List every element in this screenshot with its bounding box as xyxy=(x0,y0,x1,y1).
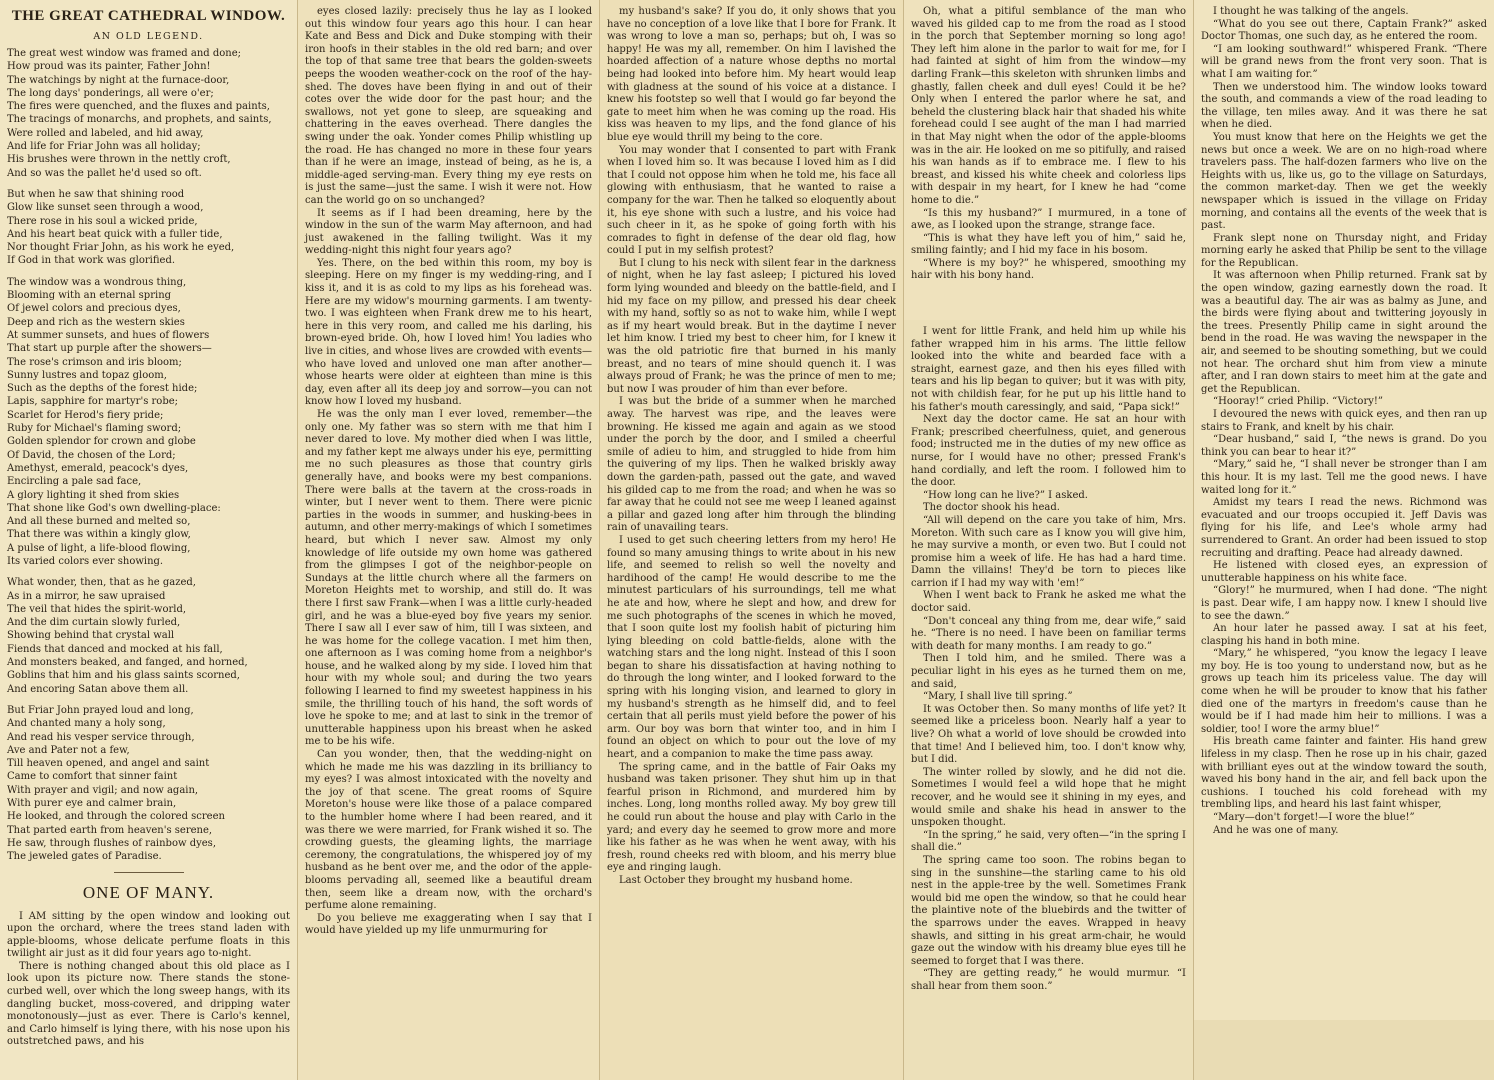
poem-line: The rose's crimson and iris bloom; xyxy=(7,356,182,368)
story-col4a xyxy=(911,6,1186,283)
paragraph: “I am looking southward!” whispered Frank. “There will be grand news from the front very soon. That is what I am waiting for.” xyxy=(1201,43,1487,80)
poem-line: Showing behind that crystal wall xyxy=(7,630,175,642)
paragraph: He listened with closed eyes, an expression of unutterable happiness on his white face. xyxy=(1201,560,1487,584)
poem-line: How proud was its painter, Father John! xyxy=(7,61,211,73)
paragraph: His breath came fainter and fainter. His hand grew lifeless in my clasp. Then he rose up in his chair, gazed with brilliant eyes out at the window toward the south, waved his bony hand in the air, and fell back upon the cushions. I touched his cold forehead with my trembling lips, and heard his last faint whisper, xyxy=(1201,736,1487,811)
poem-line: Of jewel colors and precious dyes, xyxy=(7,303,181,315)
poem-line: Of David, the chosen of the Lord; xyxy=(7,449,176,461)
poem-line: The watchings by night at the furnace-door, xyxy=(7,74,230,86)
poem-line: But Friar John prayed loud and long, xyxy=(7,704,194,716)
poem-line: That there was within a kingly glow, xyxy=(7,529,191,541)
poem-line: He looked, and through the colored screen xyxy=(7,811,225,823)
poem-line: The long days' ponderings, all were o'er; xyxy=(7,87,214,99)
poem-stanza xyxy=(7,276,290,569)
paragraph: “Glory!” he murmured, when I had done. “The night is past. Dear wife, I am happy now. I knew I should live to see the dawn.” xyxy=(1201,585,1487,622)
paragraph: “Don't conceal any thing from me, dear wife,” said he. “There is no need. I have been on familiar terms with death for many months. I am ready to go.” xyxy=(911,615,1186,652)
column-4-bottom xyxy=(904,320,1194,1080)
poem-line: Its varied colors ever showing. xyxy=(7,555,164,567)
poem-line: The window was a wondrous thing, xyxy=(7,276,187,288)
poem-line: Came to comfort that sinner faint xyxy=(7,771,178,783)
poem-line: Ave and Pater not a few, xyxy=(7,744,130,756)
poem-line: But when he saw that shining rood xyxy=(7,188,185,200)
poem-line: That parted earth from heaven's serene, xyxy=(7,824,213,836)
poem-line: That start up purple after the showers— xyxy=(7,343,212,355)
paragraph: “All will depend on the care you take of him, Mrs. Moreton. With such care as I know you will give him, he may survive a month, or even two. But I could not promise him a week of life. He has had a hard time. Damn the villains! They'd be torn to pieces like carrion if I had my way with 'em!” xyxy=(911,514,1186,589)
poem-line: Were rolled and labeled, and hid away, xyxy=(7,127,204,139)
paragraph: Next day the doctor came. He sat an hour with Frank; prescribed cheerfulness, quiet, and generous food; instructed me in the duties of my new office as nurse, for I would have no other; pressed Frank's hand cordially, and left the room. I followed him to the door. xyxy=(911,414,1186,489)
poem-line: Blooming with an eternal spring xyxy=(7,290,172,302)
paragraph: Do you believe me exaggerating when I say that I would have yielded up my life unmurmuring for xyxy=(305,912,592,937)
paragraph: I thought he was talking of the angels. xyxy=(1213,6,1409,17)
poem-line: And chanted many a holy song, xyxy=(7,718,166,730)
poem-line: And the dim curtain slowly furled, xyxy=(7,617,181,629)
column-2 xyxy=(298,0,600,1080)
paragraph: I AM sitting by the open window and looking out upon the orchard, where the trees stand laden with apple-blooms, whose delicate perfume floats in this twilight air just as it did four years ago to-night. xyxy=(7,910,290,960)
paragraph: But I clung to his neck with silent fear in the darkness of night, when he lay fast asleep; I pictured his loved form lying wounded and bleedy on the battle-field, and I hid my face on my pillow, and pressed his dear cheek with my hand, softly so as not to wake him, while I wept as if my heart would break. But in the daytime I never let him know. I tried my best to cheer him, for I knew it was the old patriotic fire that burned in his manly breast, and no tears of mine should quench it. I was always proud of Frank; he was the prince of men to me; but now I was prouder of him than ever before. xyxy=(607,257,896,395)
paragraph: Last October they brought my husband home. xyxy=(619,874,853,886)
story-col1 xyxy=(7,911,290,1050)
poem-line: Deep and rich as the western skies xyxy=(7,316,185,328)
poem-line: The jeweled gates of Paradise. xyxy=(7,851,162,863)
paragraph: “Mary, I shall live till spring.” xyxy=(923,691,1073,703)
paragraph: Frank slept none on Thursday night, and Friday morning early he asked that Philip be sent to the village for the Republican. xyxy=(1201,232,1487,269)
paragraph: Yes. There, on the bed within this room, my boy is sleeping. Here on my finger is my wedding-ring, and I kiss it, and it is as cold to my lips as his forehead was. Here are my widow's mourning garments. I am twenty-two. I was eighteen when Frank drew me to his heart, here in this very room, and called me his darling, his brown-eyed bride. Oh, how I loved him! You ladies who live in cities, and whose lives are crowded with events—who have loved and unloved one man after another—whose hearts were older at eighteen than mine is this day, even after all its deep joy and sorrow—you can not know how I loved my husband. xyxy=(305,257,592,408)
paragraph: I was but the bride of a summer when he marched away. The harvest was ripe, and the leaves were browning. He kissed me again and again as we stood under the porch by the door, and I smiled a cheerful smile of adieu to him, and struggled to hide from him the quivering of my lips. Then he walked briskly away down the garden-path, passed out the gate, and waved his gilded cap to me from the road; and when he was so far away that he could not see me weep I leaned against a pillar and gazed long after him through the blinding rain of unavailing tears. xyxy=(607,396,896,534)
column-4-top xyxy=(904,0,1194,320)
poem-line: Sunny lustres and topaz gloom, xyxy=(7,369,167,381)
poem-line: And monsters beaked, and fanged, and horned, xyxy=(7,657,248,669)
poem-line: As in a mirror, he saw upraised xyxy=(7,590,166,602)
poem-line: And read his vesper service through, xyxy=(7,731,195,743)
poem-line: At summer sunsets, and hues of flowers xyxy=(7,329,210,341)
paragraph: The spring came too soon. The robins began to sing in the sunshine—the starling came to his old nest in the apple-tree by the well. Sometimes Frank would bid me open the window, so that he could hear the plaintive note of the bluebirds and the twitter of the sparrows under the eaves. Wrapped in heavy shawls, and sitting in his great arm-chair, he would gaze out the window with his dreamy blue eyes till he seemed to forget that I was there. xyxy=(911,854,1186,967)
story-col5 xyxy=(1201,6,1487,837)
poem-line: A glory lighting it shed from skies xyxy=(7,489,180,501)
paragraph: The spring came, and in the battle of Fair Oaks my husband was taken prisoner. They shut him up in that fearful prison in Richmond, and murdered him by inches. Long, long months rolled away. My boy grew till he could run about the house and play with Carlo in the yard; and every day he seemed to grow more and more like his father as he was when he went away, with his fresh, round cheeks red with bloom, and his merry blue eye and ringing laugh. xyxy=(607,761,896,874)
paragraph: “In the spring,” he said, very often—“in the spring I shall die.” xyxy=(911,829,1186,854)
poem-line: Lapis, sapphire for martyr's robe; xyxy=(7,396,179,408)
paragraph: When I went back to Frank he asked me what the doctor said. xyxy=(911,590,1186,615)
story-col2 xyxy=(305,6,592,938)
poem-line: Golden splendor for crown and globe xyxy=(7,436,196,448)
paragraph: I used to get such cheering letters from my hero! He found so many amusing things to write about in his new life, and seemed to relish so well the novelty and hardihood of the camp! He would describe to me the minutest particulars of his surroundings, tell me what he ate and how, where he slept and how, and drew for me such photographs of the scenes in which he moved, that I soon quite lost my foolish habit of picturing him lying bleeding on cold battle-fields, alone with the watching stars and the long night. Instead of this I soon began to share his dissatisfaction at having nothing to do through the long winter, and I looked forward to the spring with his longing vision, and learned to glory in my husband's strength as he himself did, and to feel certain that all perils must yield before the power of his arm. Our boy was born that winter too, and in him I found an object on which to pour out the love of my heart, and a companion to make the time pass away. xyxy=(607,534,896,761)
paragraph: I went for little Frank, and held him up while his father wrapped him in his arms. The little fellow looked into the white and bearded face with a straight, earnest gaze, and then his eyes filled with tears and his lip began to quiver; but it was with pity, not with childish fear, for he put up his little hand to his father's mouth caressingly, and said, “Papa sick!” xyxy=(911,326,1186,413)
poem-line: The veil that hides the spirit-world, xyxy=(7,603,187,615)
paragraph: my husband's sake? If you do, it only shows that you have no conception of a love like that I bore for Frank. It was wrong to love a man so, perhaps; but oh, I was so happy! He was my all, remember. On him I lavished the hoarded affection of a nature whose depths no mortal being had looked into before him. My heart would leap with gladness at the sound of his voice at a distance. I knew his footstep so well that I would go far beyond the gate to meet him when he was coming up the road. His kiss was heaven to my lips, and the fond glance of his blue eye would thrill my being to the core. xyxy=(607,6,896,143)
poem-line: Glow like sunset seen through a wood, xyxy=(7,202,204,214)
poem-line: If God in that work was glorified. xyxy=(7,255,176,267)
paragraph: “Hooray!” cried Philip. “Victory!” xyxy=(1213,396,1384,408)
poem-line: And all these burned and melted so, xyxy=(7,516,191,528)
paragraph: “Where is my boy?” he whispered, smoothing my hair with his bony hand. xyxy=(911,257,1186,282)
column-5 xyxy=(1194,0,1494,1020)
poem-line: With purer eye and calmer brain, xyxy=(7,798,177,810)
poem-line: Encircling a pale sad face, xyxy=(7,476,142,488)
poem-stanza xyxy=(7,188,290,268)
column-1 xyxy=(0,0,298,1080)
paragraph: There is nothing changed about this old place as I look upon its picture now. There stands the stone-curbed well, over which the long sweep hangs, with its dangling bucket, moss-covered, and dripping water monotonously—just as ever. There is Carlo's kennel, and Carlo himself is lying there, with his nose upon his outstretched paws, and his xyxy=(7,960,290,1048)
paragraph: It was October then. So many months of life yet? It seemed like a priceless boon. Nearly half a year to live? Oh what a world of love should be crowded into that time! And I believed him, too. I don't know why, but I did. xyxy=(911,703,1186,766)
paragraph: An hour later he passed away. I sat at his feet, clasping his hand in both mine. xyxy=(1201,623,1487,647)
paragraph: eyes closed lazily: precisely thus he lay as I looked out this window four years ago this hour. I can hear Kate and Bess and Dick and Duke stomping with their iron hoofs in their stables in the old red barn; and over the top of that same tree that bears the golden-sweets peeps the wooden weather-cock on the roof of the hay-shed. The doves have been flying in and out of their cotes over the wide door for the past hour; and the swallows, not yet gone to sleep, are squeaking and chattering in the eaves overhead. There dangles the swing under the oak. Yonder comes Philip whistling up the road. He has changed no more in these four years than if he were an image, instead of being, as he is, a middle-aged serving-man. Every thing my eye rests on is just the same—just the same. I wish it were not. How can the world go on so unchanged? xyxy=(305,6,592,206)
page-margin xyxy=(1194,1020,1494,1080)
paragraph: The doctor shook his head. xyxy=(923,502,1060,514)
story-col3 xyxy=(607,6,896,888)
paragraph: Then we understood him. The window looks toward the south, and commands a view of the road leading to the village, ten miles away. And it was there he sat when he died. xyxy=(1201,81,1487,131)
paragraph: “This is what they have left you of him,” said he, smiling faintly; and I hid my face in his bosom. xyxy=(911,232,1186,257)
story-col4b xyxy=(911,326,1186,993)
poem-stanza xyxy=(7,47,290,180)
paragraph: He was the only man I ever loved, remember—the only one. My father was so stern with me that him I never dared to love. My mother died when I was little, and my father kept me always under his eye, permitting me no such pleasures as those that country girls generally have, and books were my best companions. There were balls at the tavern at the cross-roads in winter, but I never went to them. There were picnic parties in the woods in summer, and husking-bees in autumn, and other merry-makings of which I sometimes heard, but which I never saw. Almost my only knowledge of life outside my own home was gathered from the glimpses I got of the neighbor-people on Sundays at the little church where all the farmers on Moreton Heights met to worship, and still do. It was there I first saw Frank—when I was a little curly-headed girl, and he was a blue-eyed boy five years my senior. There I saw all I ever saw of him, till I was sixteen, and he was home for the college vacation. I met him then, one afternoon as I was coming home from a neighbor's house, and he walked along by my side. I loved him that hour with my whole soul; and during the two years following I learned to find my sweetest happiness in his smile, the thrilling touch of his hand, the soft words of love he spoke to me; and at last to sink in the tremor of unutterable happiness upon his breast when he asked me to be his wife. xyxy=(305,409,592,748)
paragraph: The winter rolled by slowly, and he did not die. Sometimes I would feel a wild hope that he might recover, and he would see it shining in my eyes, and would smile and shake his head in answer to the unspoken thought. xyxy=(911,766,1186,829)
paragraph: “Mary,” he whispered, “you know the legacy I leave my boy. He is too young to understand now, but as he grows up teach him its priceless value. The day will come when he will be prouder to know that his father died one of the martyrs in freedom's cause than he would be if I had made him heir to millions. I was a soldier, too! I wore the army blue!” xyxy=(1201,648,1487,735)
paragraph: Oh, what a pitiful semblance of the man who waved his gilded cap to me from the road as I stood in the porch that September morning so long ago! They left him alone in the parlor to wait for me, for I had fainted at sight of him from the window—my darling Frank—this skeleton with shrunken limbs and ghastly, fallen cheek and dull eyes! Could it be he? Only when I entered the parlor where he sat, and beheld the clustering black hair that shaded his white forehead could I see aught of the man I had married in that May night when the odor of the apple-blooms was in the air. He looked on me so pitifully, and raised his wan hands as if to embrace me. I flew to his breast, and kissed his white cheek and colorless lips with despair in my heart, for I knew he had “come home to die.” xyxy=(911,6,1186,206)
paragraph: It was afternoon when Philip returned. Frank sat by the open window, gazing earnestly down the road. It was a beautiful day. The air was as balmy as June, and the birds were flying about and twittering joyously in the trees. Presently Philip came in sight around the bend in the road. He was waving the newspaper in the air, and seemed to be shouting something, but we could not hear. The orchard shut him from view a minute after, and I ran down stairs to meet him at the gate and get the Republican. xyxy=(1201,270,1487,395)
paragraph: “Mary—don't forget!—I wore the blue!” xyxy=(1213,812,1415,823)
poem-line: With prayer and vigil; and now again, xyxy=(7,784,199,796)
poem-line: There rose in his soul a wicked pride, xyxy=(7,215,198,227)
poem-line: What wonder, then, that as he gazed, xyxy=(7,577,196,589)
paragraph: Amidst my tears I read the news. Richmond was evacuated and our troops occupied it. Jeff Davis was flying for his life, and Lee's whole army had surrendered to Grant. An order had been issued to stop recruiting and drafting. Peace had already dawned. xyxy=(1201,497,1487,559)
poem-line: The tracings of monarchs, and prophets, and saints, xyxy=(7,114,272,126)
poem-line: A pulse of light, a life-blood flowing, xyxy=(7,542,191,554)
paragraph: I devoured the news with quick eyes, and then ran up stairs to Frank, and knelt by his chair. xyxy=(1201,409,1487,433)
poem-line: And so was the pallet he'd used so oft. xyxy=(7,167,202,179)
poem-line: Such as the depths of the forest hide; xyxy=(7,383,198,395)
poem-subtitle: AN OLD LEGEND. xyxy=(93,31,204,42)
poem-line: Scarlet for Herod's fiery pride; xyxy=(7,409,164,421)
paragraph: Can you wonder, then, that the wedding-night on which he made me his was dazzling in its brilliancy to my eyes? I was almost intoxicated with the novelty and the joy of that scene. The great rooms of Squire Moreton's house were like those of a palace compared to the humbler home where I had been reared, and it was there we were married, for Frank wished it so. The crowding guests, the gleaming lights, the marriage ceremony, the congratulations, the whispered joy of my husband as he bent over me, and the odor of the apple-blooms pervading all, seemed like a beautiful dream then, seem like a dream now, with the orchard's perfume alone remaining. xyxy=(305,749,592,912)
poem-line: Ruby for Michael's flaming sword; xyxy=(7,423,182,435)
poem-title: THE GREAT CATHEDRAL WINDOW. xyxy=(11,8,286,24)
poem-line: Amethyst, emerald, peacock's dyes, xyxy=(7,462,189,474)
poem-line: And his heart beat quick with a fuller tide, xyxy=(7,228,223,240)
paragraph: “Dear husband,” said I, “the news is grand. Do you think you can bear to hear it?” xyxy=(1201,434,1487,458)
paragraph: “They are getting ready,” he would murmur. “I shall hear from them soon.” xyxy=(911,968,1186,992)
poem-line: Goblins that him and his glass saints scorned, xyxy=(7,670,240,682)
poem-line: Till heaven opened, and angel and saint xyxy=(7,758,210,770)
poem-line: The great west window was framed and done; xyxy=(7,48,242,59)
paragraph: It seems as if I had been dreaming, here by the window in the sun of the warm May afternoon, and had just awakened in the falling twilight. Was it my wedding-night this night four years ago? xyxy=(305,207,592,257)
poem-line: Nor thought Friar John, as his work he eyed, xyxy=(7,242,235,254)
paragraph: “How long can he live?” I asked. xyxy=(923,489,1088,501)
paragraph: You may wonder that I consented to part with Frank when I loved him so. It was because I loved him as I did that I could not oppose him when he told me, his face all glowing with enthusiasm, that he wanted to raise a company for the war. Then he talked so eloquently about it, his eye shone with such a lustre, and his voice had such cheer in it, as he spoke of going forth with his comrades to fight in defense of the dear old flag, how could I put in my selfish protest? xyxy=(607,144,897,257)
poem-line: He saw, through flushes of rainbow dyes, xyxy=(7,837,216,849)
poem-line: And encoring Satan above them all. xyxy=(7,683,189,695)
divider xyxy=(114,872,184,873)
poem-body xyxy=(7,47,290,864)
poem-line: The fires were quenched, and the fluxes and paints, xyxy=(7,101,270,113)
poem-stanza xyxy=(7,576,290,696)
column-3 xyxy=(600,0,904,1080)
paragraph: “Mary,” said he, “I shall never be stronger than I am this hour. It is my last. Tell me the good news. I have waited long for it.” xyxy=(1201,459,1487,496)
poem-stanza xyxy=(7,704,290,864)
paragraph: You must know that here on the Heights we get the news but once a week. We are on no high-road where travelers pass. The half-dozen farmers who live on the Heights with us, like us, go to the village on Saturdays, the common market-day. Then we get the weekly newspaper which is issued in the village on Friday morning, and contains all the events of the week that is past. xyxy=(1201,131,1487,232)
paragraph: Then I told him, and he smiled. There was a peculiar light in his eyes as he turned them on me, and said, xyxy=(911,653,1186,690)
story-title: ONE OF MANY. xyxy=(82,882,215,902)
paragraph: “What do you see out there, Captain Frank?” asked Doctor Thomas, one such day, as he entered the room. xyxy=(1201,18,1487,43)
poem-line: That shone like God's own dwelling-place: xyxy=(7,502,221,514)
poem-line: And life for Friar John was all holiday; xyxy=(7,141,201,153)
poem-line: Fiends that danced and mocked at his fall, xyxy=(7,643,223,655)
poem-line: His brushes were thrown in the nettly croft, xyxy=(7,154,231,166)
paragraph: “Is this my husband?” I murmured, in a tone of awe, as I looked upon the strange, strange face. xyxy=(911,207,1186,232)
paragraph: And he was one of many. xyxy=(1213,824,1339,836)
